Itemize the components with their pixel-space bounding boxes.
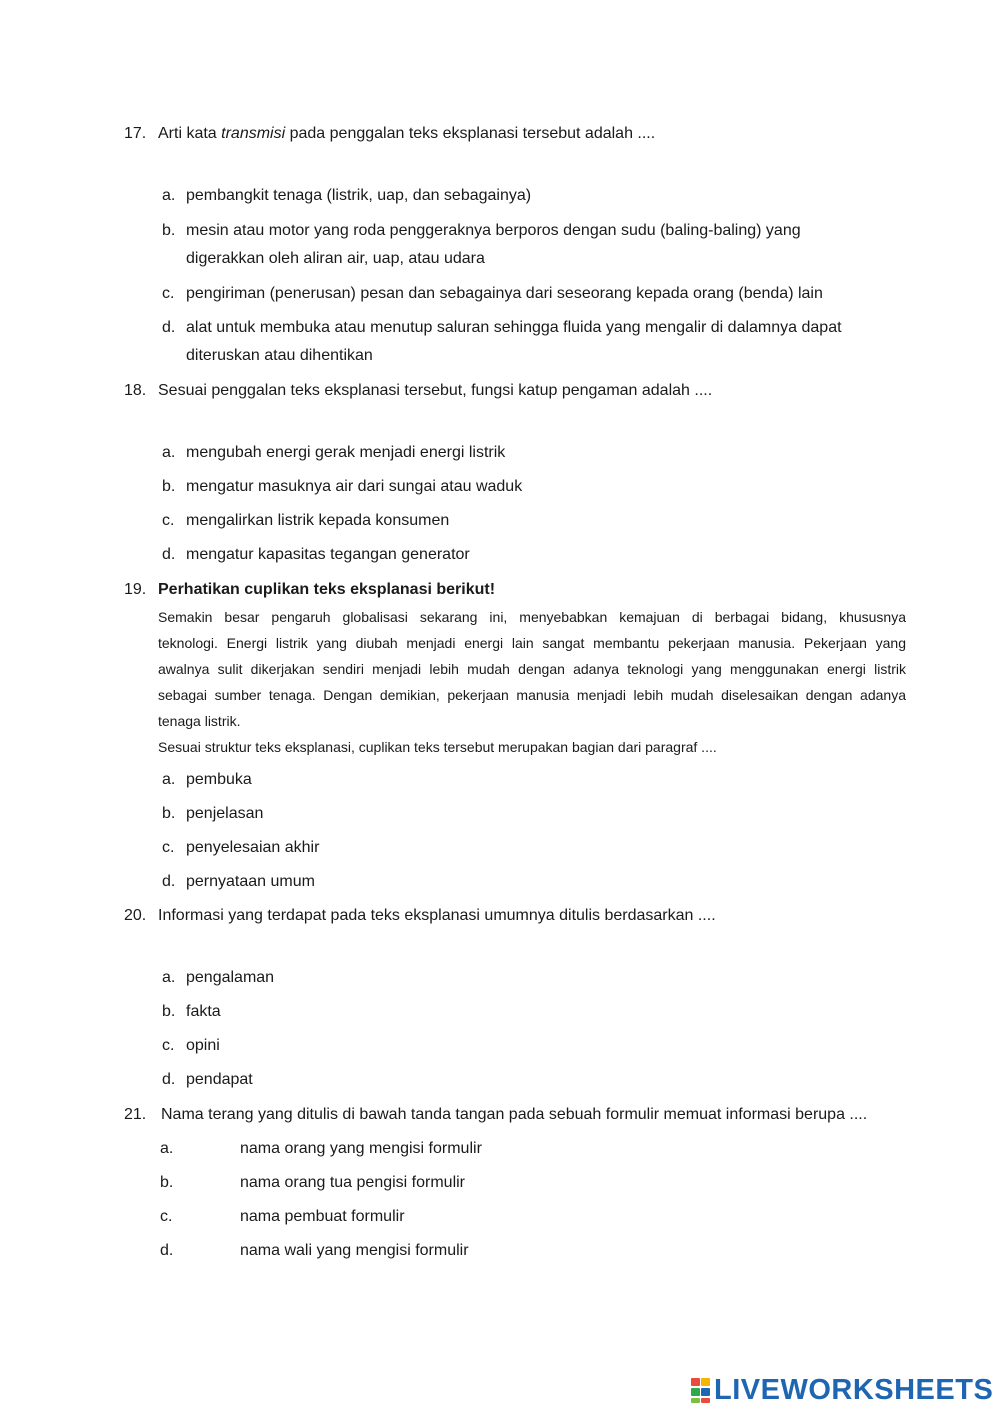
q17-option-d[interactable]: alat untuk membuka atau menutup saluran sehingga fluida yang mengalir di dalamnya dapat: [186, 319, 842, 336]
q17-text-before: Arti kata: [158, 125, 222, 142]
q17-option-c-label[interactable]: c.: [162, 285, 175, 302]
q19-passage-line: Semakin besar pengaruh globalisasi sekarang ini, menyebabkan kemajuan di berbagai bidang, khususnya: [158, 609, 906, 625]
q18-option-c-label[interactable]: c.: [162, 512, 175, 529]
q18-option-b[interactable]: mengatur masuknya air dari sungai atau waduk: [186, 478, 523, 495]
q19-passage-line: awalnya sulit dikerjakan sendiri menjadi lebih mudah dengan adanya teknologi yang menggunakan energi listrik: [158, 661, 906, 677]
q17-option-d-label[interactable]: d.: [162, 319, 176, 336]
q20-option-d-label[interactable]: d.: [162, 1071, 176, 1088]
q17-option-b[interactable]: mesin atau motor yang roda penggeraknya berporos dengan sudu (baling-baling) yang: [186, 222, 801, 239]
q19-prompt: Sesuai struktur teks eksplanasi, cuplikan teks tersebut merupakan bagian dari paragraf ....: [158, 739, 717, 755]
q19-option-d-label[interactable]: d.: [162, 873, 176, 890]
q17-option-a[interactable]: pembangkit tenaga (listrik, uap, dan sebagainya): [186, 187, 532, 204]
q19-option-a-label[interactable]: a.: [162, 771, 176, 788]
q19-passage-line: teknologi. Energi listrik yang diubah menjadi energi lain sangat membantu pekerjaan manusia. Pekerjaan yang: [158, 635, 906, 651]
q21-option-a-label[interactable]: a.: [160, 1140, 174, 1157]
q18-option-a-label[interactable]: a.: [162, 444, 176, 461]
q19-number: 19.: [124, 581, 147, 598]
q19-option-c[interactable]: penyelesaian akhir: [186, 839, 320, 856]
q18-option-a[interactable]: mengubah energi gerak menjadi energi listrik: [186, 444, 506, 461]
q20-option-c[interactable]: opini: [186, 1037, 220, 1054]
q20-option-b-label[interactable]: b.: [162, 1003, 176, 1020]
q18-option-d[interactable]: mengatur kapasitas tegangan generator: [186, 546, 470, 563]
q17-text-after: pada penggalan teks eksplanasi tersebut adalah ....: [285, 125, 656, 142]
q17-option-a-label[interactable]: a.: [162, 187, 176, 204]
q20-option-d[interactable]: pendapat: [186, 1071, 253, 1088]
q20-number: 20.: [124, 907, 147, 924]
q17-option-c[interactable]: pengiriman (penerusan) pesan dan sebagainya dari seseorang kepada orang (benda) lain: [186, 285, 823, 302]
q19-option-a[interactable]: pembuka: [186, 771, 252, 788]
q18-option-d-label[interactable]: d.: [162, 546, 176, 563]
q20-option-b[interactable]: fakta: [186, 1003, 221, 1020]
q18-option-b-label[interactable]: b.: [162, 478, 176, 495]
q21-option-d-label[interactable]: d.: [160, 1242, 174, 1259]
q19-option-d[interactable]: pernyataan umum: [186, 873, 315, 890]
q21-option-d[interactable]: nama wali yang mengisi formulir: [240, 1242, 469, 1259]
q21-number: 21.: [124, 1106, 147, 1123]
q19-option-b[interactable]: penjelasan: [186, 805, 264, 822]
q20-option-a[interactable]: pengalaman: [186, 969, 275, 986]
q19-passage-line: tenaga listrik.: [158, 713, 241, 729]
q21-option-b-label[interactable]: b.: [160, 1174, 174, 1191]
q21-option-b[interactable]: nama orang tua pengisi formulir: [240, 1174, 466, 1191]
q17-option-d-line2[interactable]: diteruskan atau dihentikan: [186, 347, 373, 364]
q18-number: 18.: [124, 382, 147, 399]
q19-option-b-label[interactable]: b.: [162, 805, 176, 822]
q21-text: Nama terang yang ditulis di bawah tanda tangan pada sebuah formulir memuat informasi berupa ....: [161, 1106, 868, 1123]
q20-option-a-label[interactable]: a.: [162, 969, 176, 986]
q19-passage-line: sebagai sumber tenaga. Dengan demikian, pekerjaan manusia menjadi lebih mudah diselesaikan dengan adanya: [158, 687, 906, 703]
q20-option-c-label[interactable]: c.: [162, 1037, 175, 1054]
q17-text-italic: transmisi: [221, 125, 286, 142]
logo-text: LIVEWORKSHEETS: [714, 1373, 994, 1406]
q18-option-c[interactable]: mengalirkan listrik kepada konsumen: [186, 512, 450, 529]
q17-option-b-label[interactable]: b.: [162, 222, 176, 239]
logo-blocks-icon: [690, 1376, 712, 1404]
q20-text: Informasi yang terdapat pada teks eksplanasi umumnya ditulis berdasarkan ....: [158, 907, 716, 924]
q21-option-c-label[interactable]: c.: [160, 1208, 173, 1225]
q17-option-b-line2[interactable]: digerakkan oleh aliran air, uap, atau udara: [186, 250, 485, 267]
q19-heading: Perhatikan cuplikan teks eksplanasi berikut!: [158, 581, 496, 598]
liveworksheets-logo: [690, 1373, 993, 1407]
q18-text: Sesuai penggalan teks eksplanasi tersebut, fungsi katup pengaman adalah ....: [158, 382, 713, 399]
q21-option-c[interactable]: nama pembuat formulir: [240, 1208, 405, 1225]
q19-option-c-label[interactable]: c.: [162, 839, 175, 856]
q17-number: 17.: [124, 125, 147, 142]
q17-text: [158, 124, 655, 144]
q19-passage: [158, 604, 906, 734]
q21-option-a[interactable]: nama orang yang mengisi formulir: [240, 1140, 482, 1157]
